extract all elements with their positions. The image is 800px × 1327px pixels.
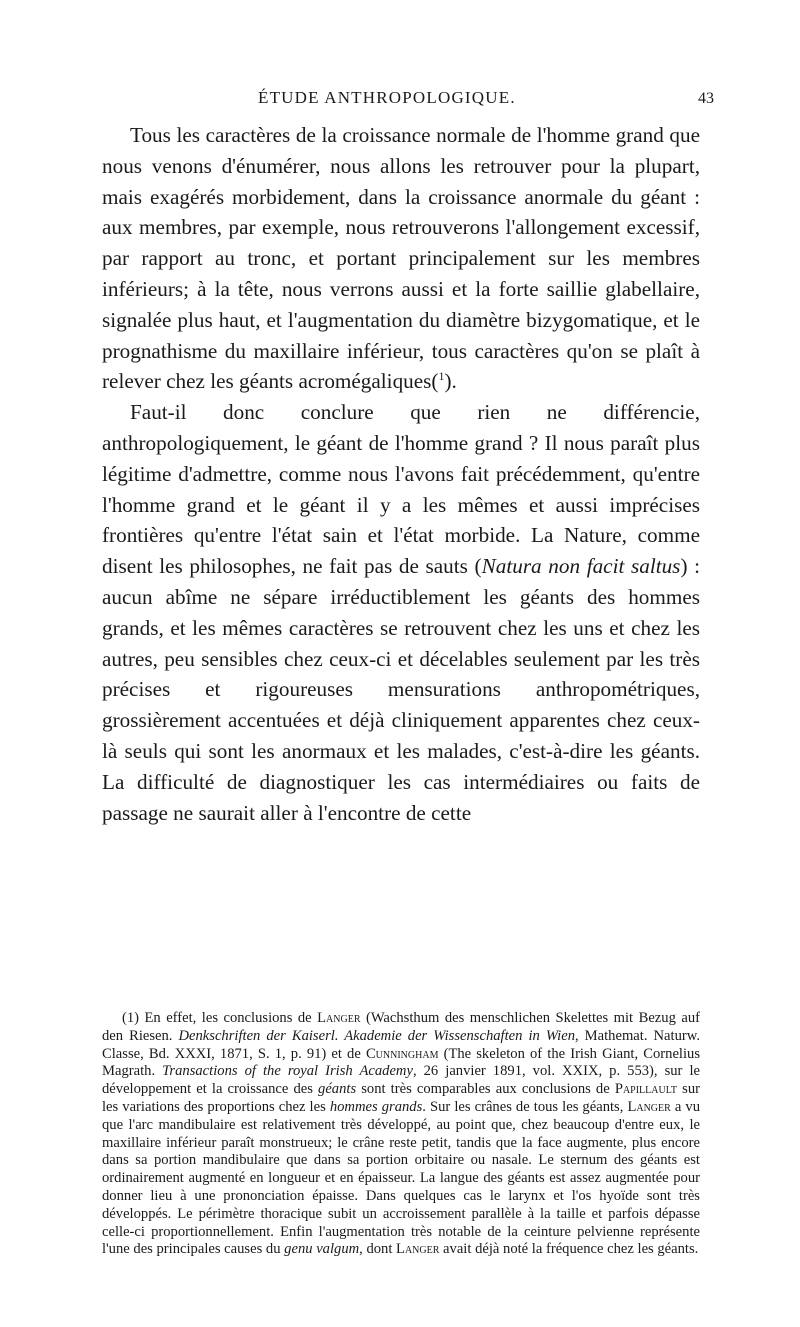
paragraph-2-end: ) : aucun abîme ne sépare irréductiblement les géants des hommes grands, et les mêmes caractères se retrouvent chez les uns et chez les autres, peu sensibles chez ceux-ci et décelables seulement par les très précises et rigoureuses mensurations anthropométriques, grossièrement accentuées et déjà cliniquement apparentes chez ceux-là seuls qui sont les anormaux et les malades, c'est-à-dire les géants. La difficulté de diagnostiquer les cas intermédiaires ou faits de passage ne saurait aller à l'encontre de cette	[102, 554, 701, 825]
footnote-marker: (1)	[122, 1010, 140, 1026]
latin-quote: Natura non facit saltus	[481, 554, 681, 579]
footnote-text: (Wachsthum des menschlichen Skelettes mit Bezug auf den Riesen.	[102, 1010, 700, 1044]
author-name: Cunningham	[365, 1045, 439, 1062]
footnote-reference: 1	[438, 369, 445, 384]
footnote-text: sur les variations des proportions chez les	[102, 1081, 700, 1115]
paragraph-2-text: Faut-il donc conclure que rien ne différencie, anthropologiquement, le géant de l'homme grand ? Il nous paraît plus légitime d'admettre, comme nous l'avons fait précédemment, qu'entre l'homme grand et le géant il y a les mêmes et aussi imprécises frontières qu'entre l'état sain et l'état morbide. La Nature, comme disent les philosophes, ne fait pas de sauts (	[102, 400, 700, 579]
emphasis: genu valgum	[284, 1241, 360, 1258]
footnote-text: (The skeleton of the Irish Giant, Cornelius Magrath.	[102, 1045, 701, 1080]
footnote-text: En effet, les conclusions de	[139, 1010, 318, 1026]
author-name: Langer	[627, 1098, 671, 1115]
paragraph-1-end: ).	[444, 369, 457, 394]
footnote-text: avait déjà noté la fréquence chez les géants.	[439, 1241, 699, 1258]
body-text	[102, 120, 700, 828]
footnote-text: , Mathemat. Naturw. Classe, Bd. XXXI, 1871, S. 1, p. 91) et de	[102, 1027, 700, 1062]
footnote-text: a vu que l'arc mandibulaire est relativement très développé, au point que, chez beaucoup d'entre eux, le maxillaire inférieur paraît monstrueux; le crâne reste petit, tandis que la face augmente, plus encore dans sa portion mandibulaire que dans sa portion orbitaire ou nasale. Le sternum des géants est ordinairement augmenté en longueur et en épaisseur. La langue des géants est assez augmentée pour donner lieu à une prononciation épaisse. Dans quelques cas le larynx et l'os hyoïde sont très développés. Le périmètre thoracique subit un accroissement parallèle à la taille et parfois dépasse celle-ci proportionnellement. Enfin l'augmentation très notable de la ceinture pelvienne représente l'une des principales causes du	[102, 1098, 700, 1258]
author-name: Papillault	[614, 1081, 678, 1098]
emphasis: géants	[318, 1081, 357, 1098]
running-title: ÉTUDE ANTHROPOLOGIQUE.	[258, 88, 516, 107]
footnote-text: , 26 janvier 1891, vol. XXIX, p. 553), sur le développement et la croissance des	[102, 1063, 700, 1098]
paragraph-1-text: Tous les caractères de la croissance normale de l'homme grand que nous venons d'énumérer, nous allons les retrouver pour la plupart, mais exagérés morbidement, dans la croissance anormale du géant : aux membres, par exemple, nous retrouverons l'allongement excessif, par rapport au tronc, et portant principalement sur les membres inférieurs; à la tête, nous verrons aussi et la forte saillie glabellaire, signalée plus haut, et l'augmentation du diamètre bizygomatique, et le prognathisme du maxillaire inférieur, tous caractères qu'on se plaît à relever chez les géants acromégaliques(	[102, 123, 700, 394]
emphasis: hommes grands	[329, 1098, 423, 1115]
journal-title: Transactions of the royal Irish Academy	[162, 1063, 413, 1080]
paragraph-1	[102, 120, 700, 397]
paragraph-2	[102, 397, 700, 828]
footnote-text: . Sur les crânes de tous les géants,	[422, 1098, 628, 1115]
footnote-text: , dont	[359, 1241, 397, 1258]
footnote-text: sont très comparables aux conclusions de	[356, 1081, 615, 1098]
page-number: 43	[698, 90, 714, 107]
page-header	[0, 88, 800, 114]
author-name: Langer	[396, 1241, 440, 1258]
journal-title: Denkschriften der Kaiserl. Akademie der Wissenschaften in Wien	[178, 1027, 575, 1044]
author-name: Langer	[317, 1010, 361, 1026]
footnote	[102, 1010, 700, 1259]
